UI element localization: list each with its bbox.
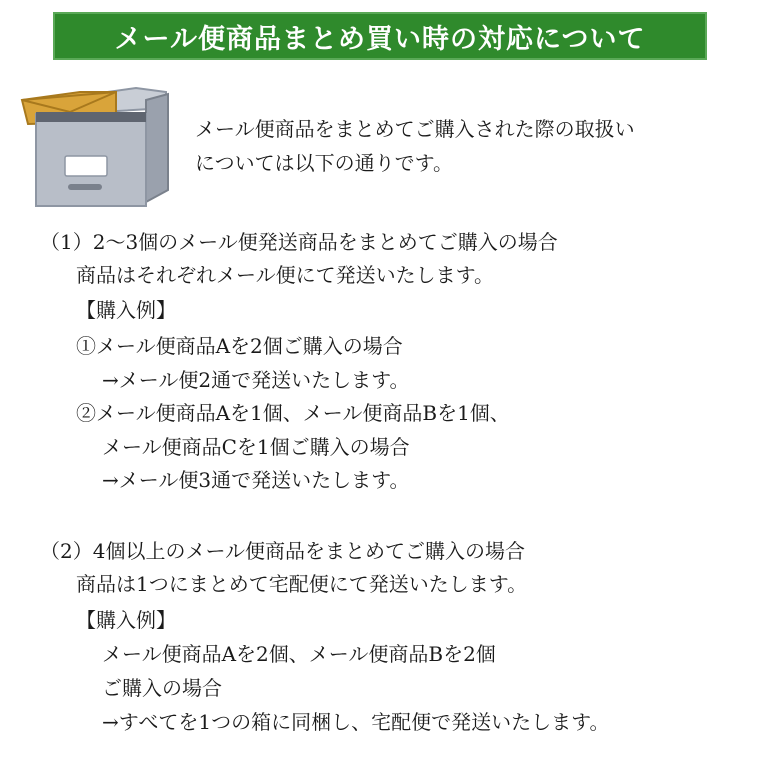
section1-example1-line2: →メール便2通で発送いたします。 bbox=[102, 368, 410, 392]
section1-example2-line2: メール便商品Cを1個ご購入の場合 bbox=[102, 435, 410, 459]
mailbox-with-envelope-icon bbox=[18, 78, 178, 213]
intro-text bbox=[195, 112, 755, 180]
section1-example2-line1: ②メール便商品Aを1個、メール便商品Bを1個、 bbox=[76, 401, 510, 425]
section1-description: 商品はそれぞれメール便にて発送いたします。 bbox=[76, 263, 494, 287]
section1-example-label: 【購入例】 bbox=[76, 298, 176, 322]
intro-line-1: メール便商品をまとめてご購入された際の取扱い bbox=[195, 117, 635, 141]
section2-heading: （2）4個以上のメール便商品をまとめてご購入の場合 bbox=[40, 539, 526, 563]
section1-example2-line3: →メール便3通で発送いたします。 bbox=[102, 468, 410, 492]
section2-example-line1: メール便商品Aを2個、メール便商品Bを2個 bbox=[102, 642, 496, 666]
section2-example-line2: ご購入の場合 bbox=[102, 676, 222, 700]
title-banner bbox=[53, 12, 707, 60]
section1-heading: （1）2～3個のメール便発送商品をまとめてご購入の場合 bbox=[40, 230, 558, 254]
section2-description: 商品は1つにまとめて宅配便にて発送いたします。 bbox=[76, 572, 528, 596]
section2-example-label: 【購入例】 bbox=[76, 608, 176, 632]
page-title: メール便商品まとめ買い時の対応について bbox=[114, 23, 646, 55]
section1-example1-line1: ①メール便商品Aを2個ご購入の場合 bbox=[76, 334, 403, 358]
intro-line-2: については以下の通りです。 bbox=[195, 151, 453, 175]
section2-example-line3: →すべてを1つの箱に同梱し、宅配便で発送いたします。 bbox=[102, 710, 610, 734]
